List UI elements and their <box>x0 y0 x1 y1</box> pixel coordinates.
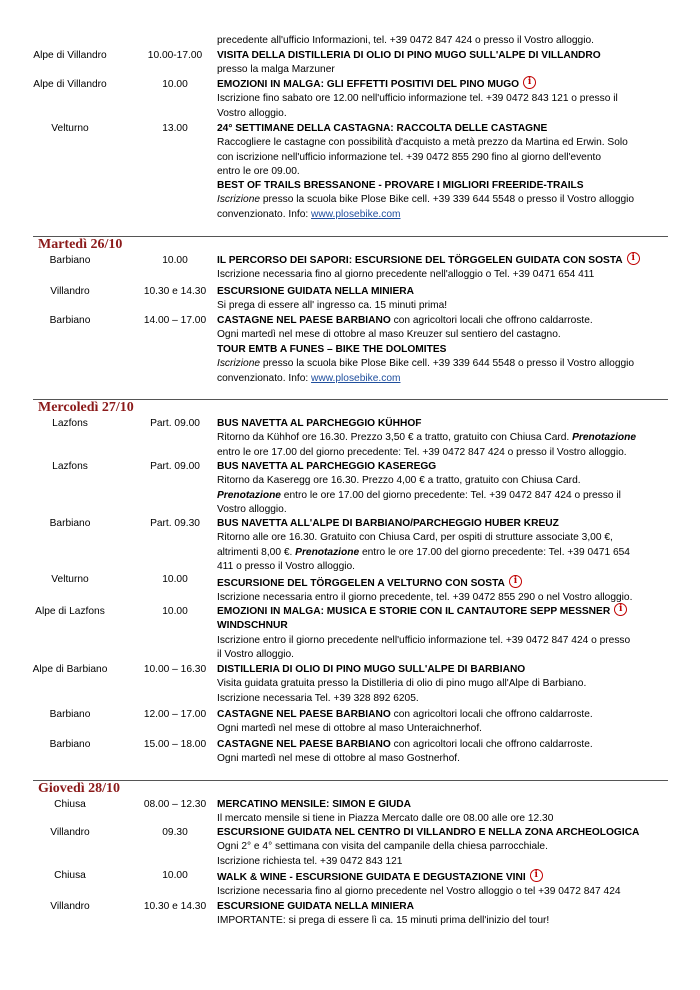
event-place: Alpe di Barbiano <box>32 664 108 675</box>
event-text: convenzionato. Info: <box>217 208 312 220</box>
event-text: Ogni martedì nel mese di ottobre al maso Gostnerhof. <box>217 753 460 765</box>
info-icon[interactable]: i <box>509 575 522 588</box>
event-text: con agricoltori locali che offrono caldarroste. <box>390 739 593 750</box>
event-time: 13.00 <box>162 123 188 134</box>
event-text: con iscrizione nell'ufficio informazione tel. +39 0472 855 290 fino al giorno dell'evento <box>217 151 602 163</box>
section-divider <box>33 236 668 237</box>
section-divider <box>33 780 668 781</box>
info-icon[interactable]: i <box>614 603 627 616</box>
event-time: 10.00 <box>162 870 188 881</box>
event-place: Barbiano <box>49 255 91 266</box>
event-text: altrimenti 8,00 €. <box>217 546 296 558</box>
event-place: Alpe di Lazfons <box>35 606 105 617</box>
event-title: DISTILLERIA DI OLIO DI PINO MUGO SULL'ALPE DI BARBIANO <box>217 664 526 675</box>
event-title: TOUR EMTB A FUNES – BIKE THE DOLOMITES <box>217 344 447 355</box>
event-text: Ogni martedì nel mese di ottobre al maso Unteraichnerhof. <box>217 723 483 735</box>
day-header-tuesday: Martedì 26/10 <box>38 237 123 252</box>
event-title: BUS NAVETTA ALL'ALPE DI BARBIANO/PARCHEGGIO HUBER KREUZ <box>217 518 559 529</box>
event-place: Lazfons <box>52 461 88 472</box>
event-text: Raccogliere le castagne con possibilità d'acquisto a metà prezzo da Martina ed Erwin. Solo <box>217 137 628 149</box>
event-time: 09.30 <box>162 827 188 838</box>
event-text: Iscrizione richiesta tel. +39 0472 843 121 <box>217 855 403 867</box>
event-title: BUS NAVETTA AL PARCHEGGIO KASEREGG <box>217 461 437 472</box>
event-place: Alpe di Villandro <box>33 79 107 90</box>
event-text: Il mercato mensile si tiene in Piazza Mercato dalle ore 08.00 alle ore 12.30 <box>217 813 554 825</box>
website-link[interactable]: www.plosebike.com <box>311 208 401 220</box>
event-title: BEST OF TRAILS BRESSANONE - PROVARE I MIGLIORI FREERIDE-TRAILS <box>217 180 584 191</box>
event-text: Iscrizione fino sabato ore 12.00 nell'ufficio informazione tel. +39 0472 843 121 o presso il <box>217 93 618 105</box>
event-text: Ogni martedì nel mese di ottobre al maso Kreuzer sul sentiero del castagno. <box>217 329 561 341</box>
event-title: VISITA DELLA DISTILLERIA DI OLIO DI PINO MUGO SULL'ALPE DI VILLANDRO <box>217 50 601 61</box>
website-link[interactable]: www.plosebike.com <box>311 372 401 384</box>
event-text: con agricoltori locali che offrono caldarroste. <box>390 315 593 326</box>
event-text-italic: Iscrizione <box>217 194 261 206</box>
event-place: Barbiano <box>49 739 91 750</box>
info-icon[interactable]: i <box>523 76 536 89</box>
event-text-italic: Iscrizione <box>217 358 261 370</box>
event-place: Chiusa <box>54 870 86 881</box>
info-icon[interactable]: i <box>530 869 543 882</box>
event-text: presso la scuola bike Plose Bike cell. +39 339 644 5548 o presso il Vostro alloggio <box>260 358 635 370</box>
event-text: Iscrizione necessaria fino al giorno precedente nel Vostro alloggio o tel +39 0472 847 424 <box>217 886 621 898</box>
event-text: entro le ore 09.00. <box>217 165 300 177</box>
event-text: Ritorno da Kaseregg ore 16.30. Prezzo 4,00 € a tratto, gratuito con Chiusa Card. <box>217 475 581 487</box>
event-title: EMOZIONI IN MALGA: GLI EFFETTI POSITIVI DEL PINO MUGO <box>217 79 520 90</box>
event-time: 10.00 <box>162 79 188 90</box>
event-text: entro le ore 17.00 del giorno precedente: Tel. +39 0472 847 424 o presso il Vostro alloggio. <box>217 446 627 458</box>
event-title: ESCURSIONE GUIDATA NEL CENTRO DI VILLANDRO E NELLA ZONA ARCHEOLOGICA <box>217 827 640 838</box>
event-text-emphasis: Prenotazione <box>295 546 360 558</box>
event-text: entro le ore 17.00 del giorno precedente: Tel. +39 0472 847 424 o presso il <box>280 489 621 501</box>
event-text: entro le ore 17.00 del giorno precedente: Tel. +39 0471 654 <box>359 546 630 558</box>
event-time: 10.00 <box>162 255 188 266</box>
event-text: precedente all'ufficio Informazioni, tel. +39 0472 847 424 o presso il Vostro alloggio. <box>217 35 594 46</box>
event-text: Visita guidata gratuita presso la Distilleria di olio di pino mugo all'Alpe di Barbiano. <box>217 678 587 690</box>
event-text: 411 o presso il Vostro alloggio. <box>217 560 355 572</box>
event-title: BUS NAVETTA AL PARCHEGGIO KÜHHOF <box>217 418 422 429</box>
event-time: 15.00 – 18.00 <box>143 739 207 750</box>
event-place: Barbiano <box>49 518 91 529</box>
event-place: Barbiano <box>49 709 91 720</box>
event-title: WINDSCHNUR <box>217 620 288 632</box>
event-time: 10.30 e 14.30 <box>143 901 207 912</box>
event-title: MERCATINO MENSILE: SIMON E GIUDA <box>217 799 411 810</box>
event-place: Barbiano <box>49 315 91 326</box>
event-time: Part. 09.00 <box>150 418 200 429</box>
event-time: 10.00 <box>162 606 188 617</box>
event-place: Lazfons <box>52 418 88 429</box>
event-text-emphasis: Prenotazione <box>572 432 637 444</box>
event-time: 08.00 – 12.30 <box>143 799 207 810</box>
event-text: Iscrizione necessaria fino al giorno precedente nell'alloggio o Tel. +39 0471 654 411 <box>217 269 595 281</box>
event-time: Part. 09.00 <box>150 461 200 472</box>
event-text: Vostro alloggio. <box>217 107 287 119</box>
event-text: Iscrizione necessaria entro il giorno precedente, tel. +39 0472 855 290 o nel Vostro alloggio. <box>217 592 633 604</box>
event-text: IMPORTANTE: si prega di essere lì ca. 15 minuti prima dell'inizio del tour! <box>217 915 550 927</box>
event-place: Alpe di Villandro <box>33 50 107 61</box>
event-time: 10.00-17.00 <box>147 50 203 61</box>
event-time: 10.00 – 16.30 <box>143 664 207 675</box>
event-time: 14.00 – 17.00 <box>143 315 207 326</box>
event-title: ESCURSIONE DEL TÖRGGELEN A VELTURNO CON SOSTA <box>217 578 505 589</box>
event-title: CASTAGNE NEL PAESE BARBIANO <box>217 739 391 750</box>
event-text-emphasis: Prenotazione <box>217 489 281 501</box>
event-title: ESCURSIONE GUIDATA NELLA MINIERA <box>217 901 414 912</box>
event-title: CASTAGNE NEL PAESE BARBIANO <box>217 315 391 326</box>
event-text: Iscrizione necessaria Tel. +39 328 892 6205. <box>217 692 419 704</box>
event-title: 24° SETTIMANE DELLA CASTAGNA: RACCOLTA DELLE CASTAGNE <box>217 123 548 134</box>
event-title: CASTAGNE NEL PAESE BARBIANO <box>217 709 391 720</box>
event-time: 10.00 <box>162 574 188 585</box>
event-place: Villandro <box>50 901 90 912</box>
event-text: Ritorno alle ore 16.30. Gratuito con Chiusa Card, per ospiti di strutture associate 3,00 €, <box>217 532 613 544</box>
event-text: Ritorno da Kühhof ore 16.30. Prezzo 3,50 € a tratto, gratuito con Chiusa Card. <box>217 432 573 444</box>
event-time: 12.00 – 17.00 <box>143 709 207 720</box>
event-text: Iscrizione entro il giorno precedente nell'ufficio informazione tel. +39 0472 847 424 o presso <box>217 634 631 646</box>
day-header-wednesday: Mercoledì 27/10 <box>38 400 134 415</box>
event-place: Villandro <box>50 827 90 838</box>
event-title: EMOZIONI IN MALGA: MUSICA E STORIE CON IL CANTAUTORE SEPP MESSNER <box>217 606 611 617</box>
event-time: Part. 09.30 <box>150 518 200 529</box>
event-place: Velturno <box>51 123 89 134</box>
event-place: Villandro <box>50 286 90 297</box>
event-text: presso la scuola bike Plose Bike cell. +39 339 644 5548 o presso il Vostro alloggio <box>260 194 635 206</box>
event-place: Chiusa <box>54 799 86 810</box>
event-text: il Vostro alloggio. <box>217 648 295 660</box>
event-text: Ogni 2° e 4° settimana con visita del campanile della chiesa parrocchiale. <box>217 841 548 853</box>
event-time: 10.30 e 14.30 <box>143 286 207 297</box>
event-text: Vostro alloggio. <box>217 503 287 515</box>
event-text: con agricoltori locali che offrono caldarroste. <box>390 709 593 720</box>
event-text: Si prega di essere all' ingresso ca. 15 minuti prima! <box>217 300 448 312</box>
event-text: presso la malga Marzuner <box>217 64 335 76</box>
event-place: Velturno <box>51 574 89 585</box>
day-header-thursday: Giovedì 28/10 <box>38 781 121 796</box>
event-title: WALK & WINE - ESCURSIONE GUIDATA E DEGUSTAZIONE VINI <box>217 872 526 883</box>
info-icon[interactable]: i <box>627 252 640 265</box>
event-title: IL PERCORSO DEI SAPORI: ESCURSIONE DEL TÖRGGELEN GUIDATA CON SOSTA <box>217 255 623 266</box>
event-text: convenzionato. Info: <box>217 372 312 384</box>
event-title: ESCURSIONE GUIDATA NELLA MINIERA <box>217 286 414 297</box>
